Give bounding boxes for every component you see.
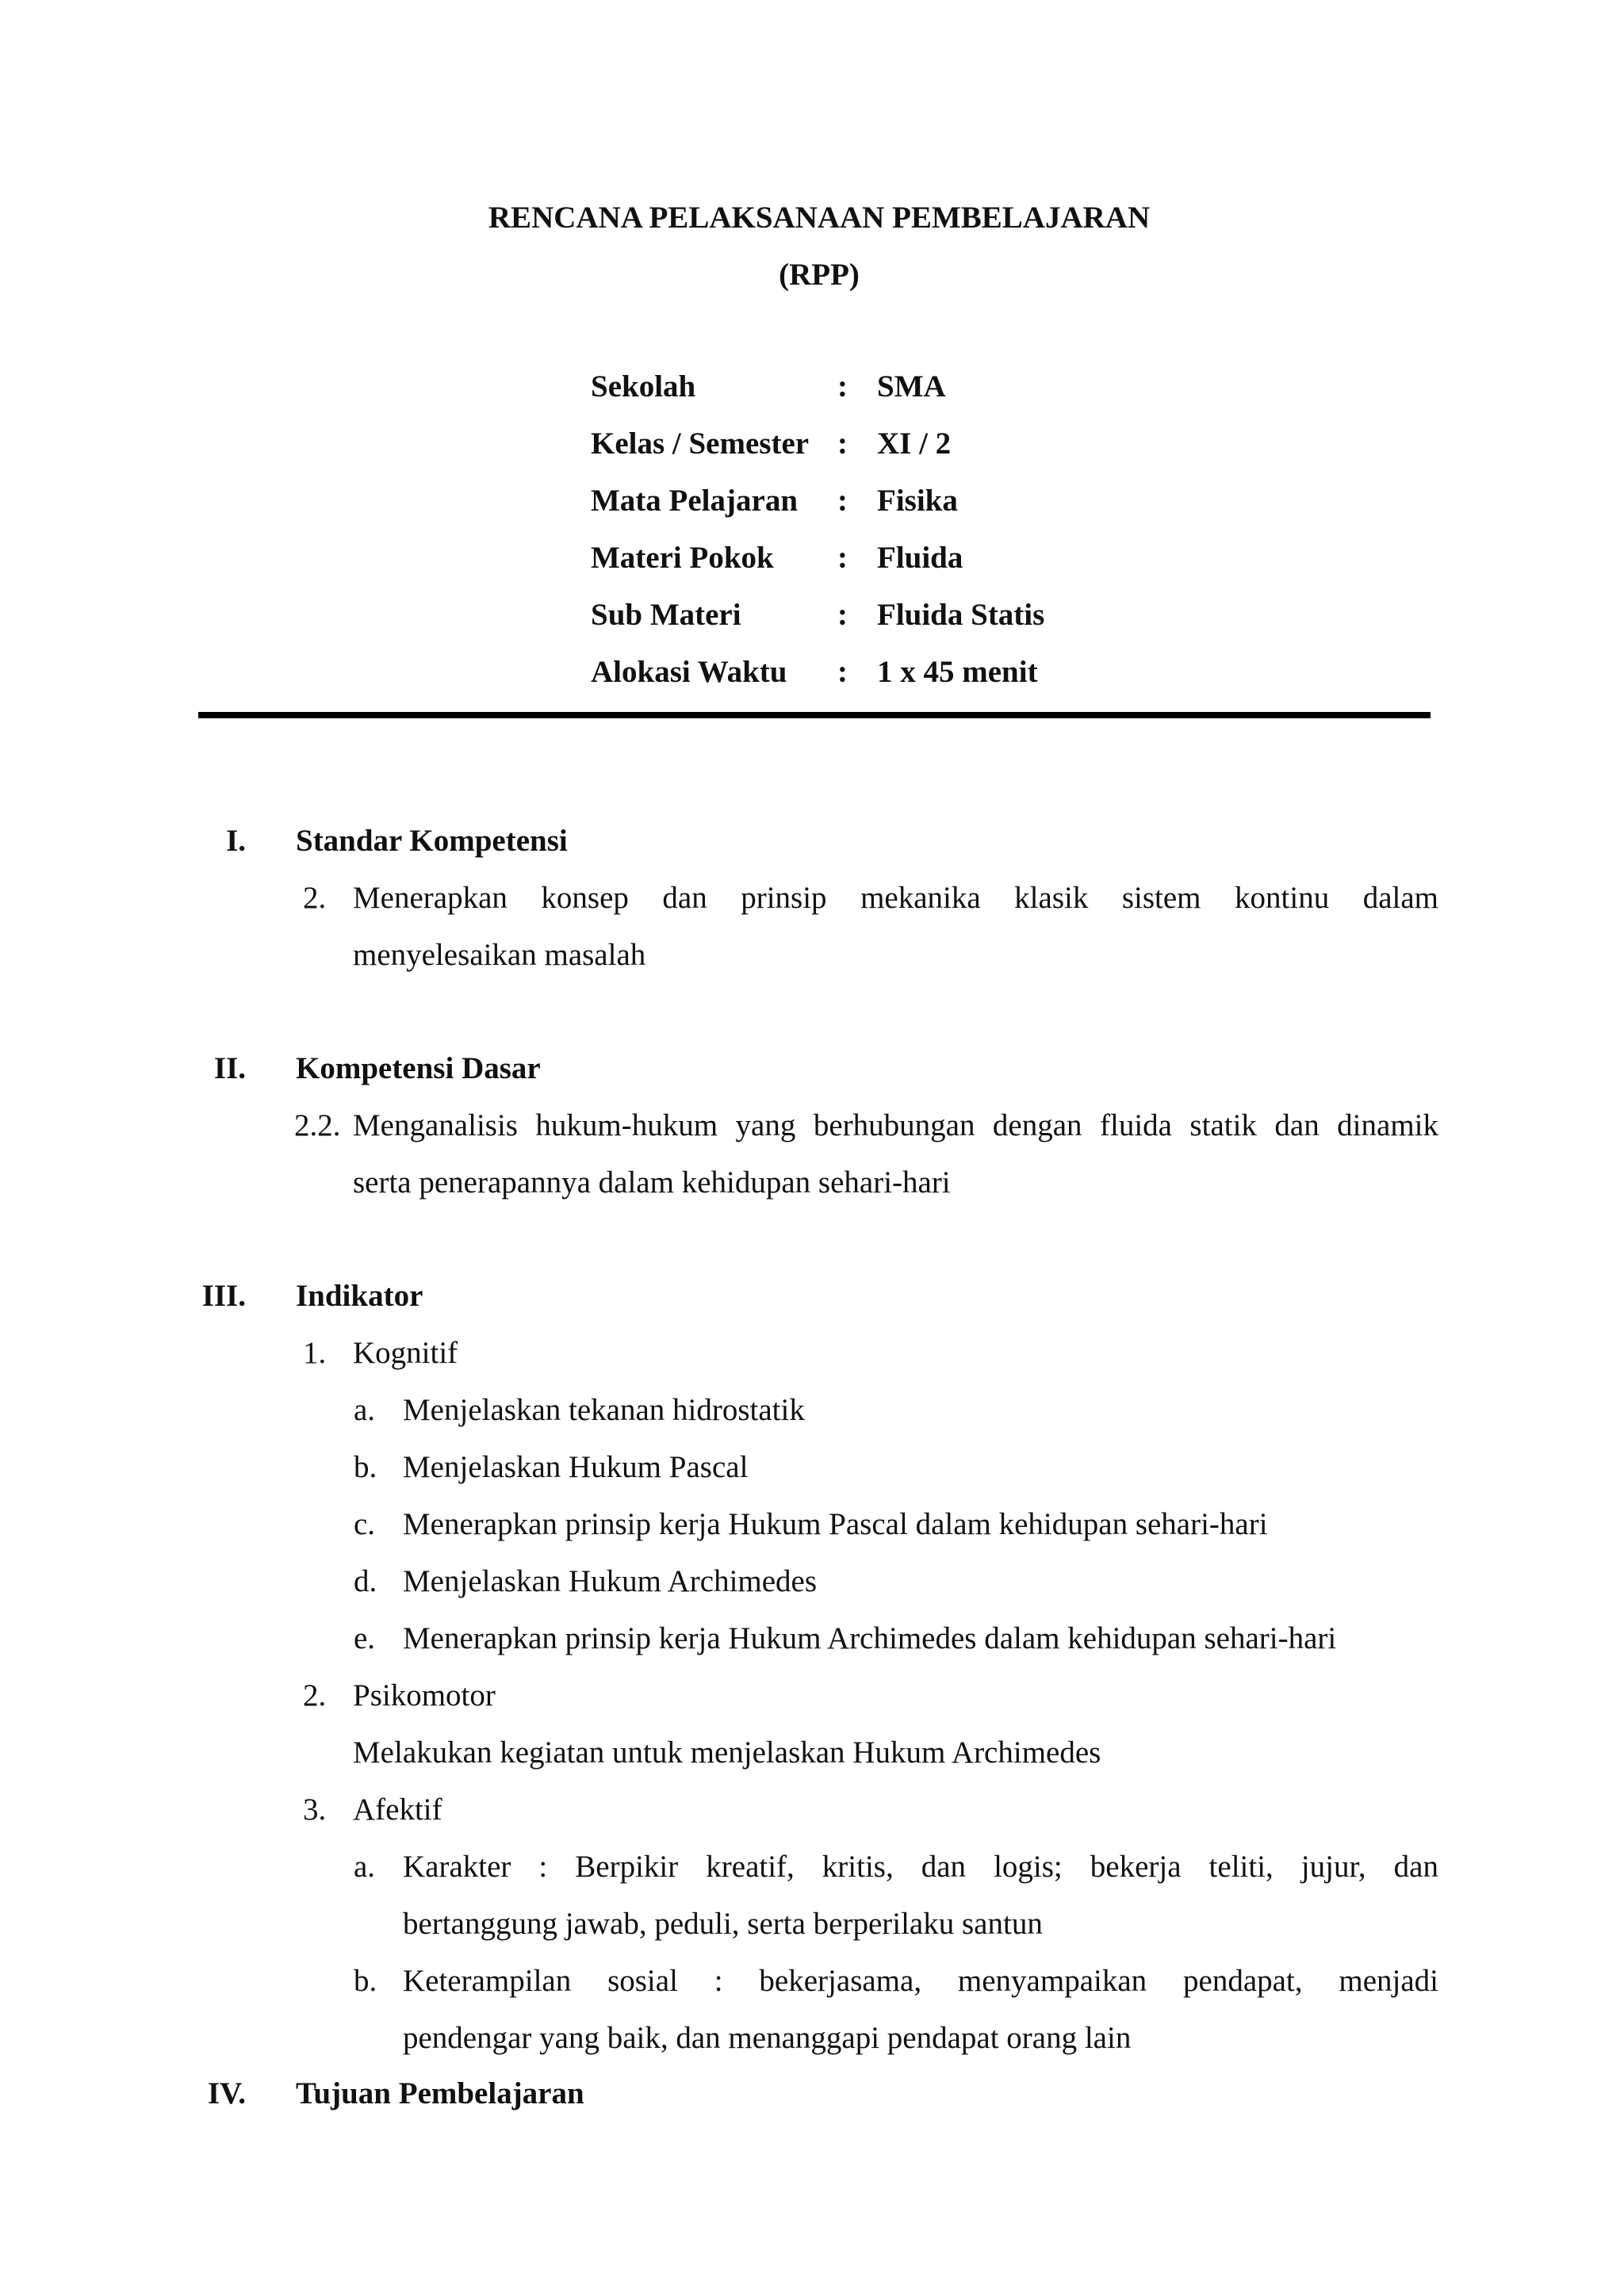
item-label: Kognitif <box>353 1336 458 1370</box>
section-title: Tujuan Pembelajaran <box>296 2076 584 2110</box>
item-number: 3. <box>303 1793 327 1827</box>
identity-colon: : <box>837 484 848 518</box>
item-number: 2.2. <box>294 1108 341 1142</box>
item-letter: e. <box>354 1621 376 1655</box>
sub-list-item <box>0 1851 1624 1908</box>
sub-list-item <box>0 1395 1624 1452</box>
item-text: bertanggung jawab, peduli, serta berperilaku santun <box>403 1907 1043 1941</box>
list-item-continuation <box>0 939 1624 997</box>
item-text: Menerapkan prinsip kerja Hukum Pascal dalam kehidupan sehari-hari <box>403 1507 1268 1541</box>
list-item-afektif <box>0 1794 1624 1851</box>
identity-label: Sub Materi <box>591 598 741 632</box>
identity-colon: : <box>837 598 848 632</box>
item-letter: d. <box>354 1564 377 1598</box>
item-text: Menjelaskan tekanan hidrostatik <box>403 1393 805 1427</box>
item-label: Afektif <box>353 1793 442 1827</box>
identity-label: Kelas / Semester <box>591 427 810 461</box>
item-number: 2. <box>303 1678 327 1712</box>
item-number: 2. <box>303 881 327 915</box>
sub-list-item <box>0 1965 1624 2022</box>
item-text: pendengar yang baik, dan menanggapi pendapat orang lain <box>403 2021 1132 2055</box>
section-standar-kompetensi <box>0 825 1624 997</box>
identity-value: 1 x 45 menit <box>877 655 1038 689</box>
section-indikator <box>0 1280 1624 2080</box>
item-text: Melakukan kegiatan untuk menjelaskan Hukum Archimedes <box>353 1735 1101 1770</box>
item-label: Psikomotor <box>353 1678 496 1712</box>
item-text: Menerapkan prinsip kerja Hukum Archimedes dalam kehidupan sehari-hari <box>403 1621 1337 1655</box>
list-item <box>0 882 1624 939</box>
identity-value: Fisika <box>877 484 958 518</box>
sub-list-item <box>0 1509 1624 1566</box>
section-title: Standar Kompetensi <box>296 824 568 858</box>
sub-list-item <box>0 1452 1624 1509</box>
section-title: Indikator <box>296 1279 423 1313</box>
identity-label: Sekolah <box>591 369 696 404</box>
section-heading <box>0 825 1624 882</box>
item-text: Menjelaskan Hukum Archimedes <box>403 1564 818 1598</box>
identity-label: Alokasi Waktu <box>591 655 787 689</box>
section-tujuan-pembelajaran <box>0 2078 1624 2135</box>
item-number: 1. <box>303 1336 327 1370</box>
header-divider <box>198 712 1431 718</box>
sub-list-item-continuation <box>0 1908 1624 1965</box>
item-letter: a. <box>354 1393 376 1427</box>
section-kompetensi-dasar <box>0 1053 1624 1224</box>
section-number: IV. <box>207 2076 246 2110</box>
section-number: II. <box>213 1051 246 1085</box>
section-heading <box>0 1053 1624 1110</box>
section-number: III. <box>201 1279 246 1313</box>
identity-label: Materi Pokok <box>591 541 774 575</box>
item-text: Menjelaskan Hukum Pascal <box>403 1450 749 1484</box>
identity-label: Mata Pelajaran <box>591 484 799 518</box>
document-subtitle: (RPP) <box>779 258 860 292</box>
sub-list-item-continuation <box>0 2022 1624 2080</box>
section-title: Kompetensi Dasar <box>296 1051 541 1085</box>
section-number: I. <box>226 824 246 858</box>
identity-colon: : <box>837 427 848 461</box>
identity-value: Fluida <box>877 541 963 575</box>
identity-colon: : <box>837 655 848 689</box>
item-letter: a. <box>354 1850 376 1884</box>
list-item-continuation <box>0 1167 1624 1224</box>
item-text: Menerapkan konsep dan prinsip mekanika klasik sistem kontinu dalam <box>353 881 1438 915</box>
list-item-continuation <box>0 1737 1624 1794</box>
identity-value: Fluida Statis <box>877 598 1045 632</box>
item-text: Keterampilan sosial : bekerjasama, menyampaikan pendapat, menjadi <box>403 1964 1438 1998</box>
item-letter: c. <box>354 1507 376 1541</box>
item-text: Menganalisis hukum-hukum yang berhubungan dengan fluida statik dan dinamik <box>353 1108 1438 1142</box>
item-text: Karakter : Berpikir kreatif, kritis, dan logis; bekerja teliti, jujur, dan <box>403 1850 1438 1884</box>
list-item-psikomotor <box>0 1680 1624 1737</box>
item-text: serta penerapannya dalam kehidupan sehari-hari <box>353 1165 951 1200</box>
identity-colon: : <box>837 541 848 575</box>
list-item-kognitif <box>0 1337 1624 1395</box>
document-title: RENCANA PELAKSANAAN PEMBELAJARAN <box>488 201 1151 235</box>
identity-colon: : <box>837 369 848 404</box>
identity-value: SMA <box>877 369 946 404</box>
item-letter: b. <box>354 1450 377 1484</box>
section-heading <box>0 1280 1624 1337</box>
list-item <box>0 1110 1624 1167</box>
section-heading <box>0 2078 1624 2135</box>
sub-list-item <box>0 1566 1624 1623</box>
identity-value: XI / 2 <box>877 427 952 461</box>
item-text: menyelesaikan masalah <box>353 938 646 972</box>
item-letter: b. <box>354 1964 377 1998</box>
sub-list-item <box>0 1623 1624 1680</box>
